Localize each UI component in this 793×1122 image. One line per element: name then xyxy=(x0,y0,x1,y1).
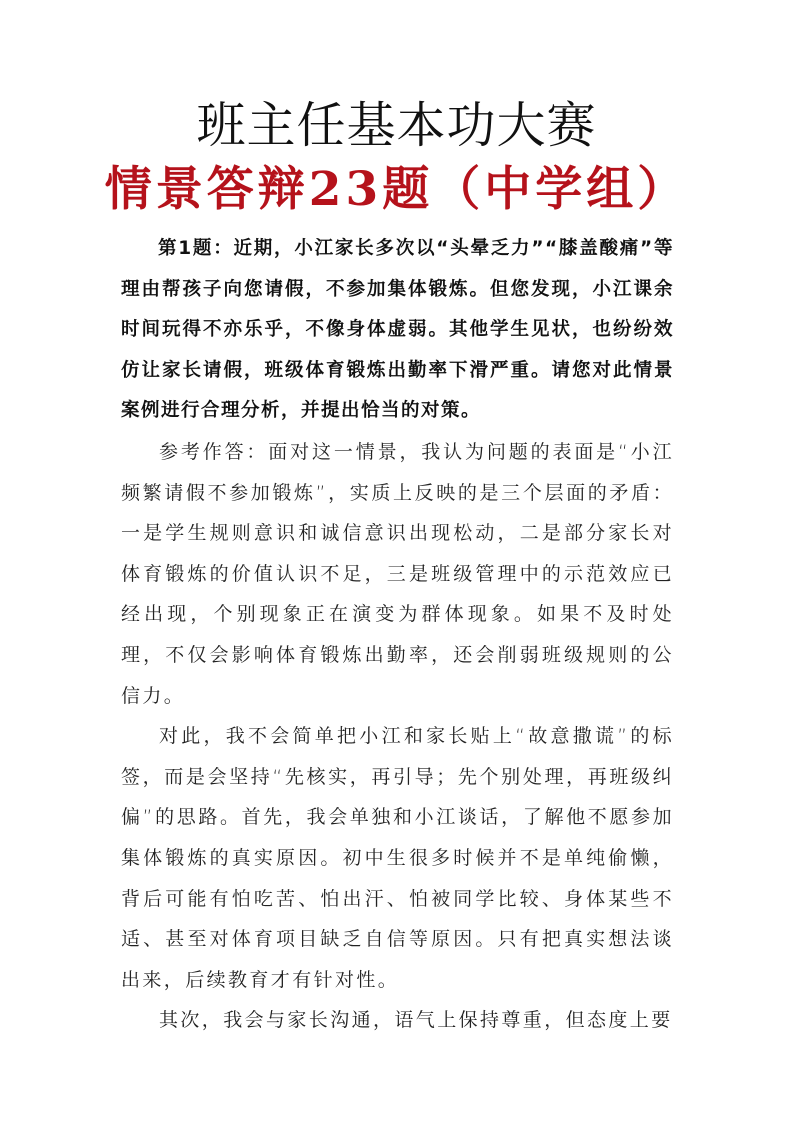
answer-paragraph-3: 其次，我会与家长沟通，语气上保持尊重，但态度上要 xyxy=(159,1009,673,1032)
document-title: 班主任基本功大赛 xyxy=(196,97,597,154)
answer-paragraph-2: 对此，我不会简单把小江和家长贴上“故意撒谎”的标签，而是会坚持“先核实，再引导；先个别处理，再班级纠偏”的思路。首先，我会单独和小江谈话，了解他不愿参加集体锻炼的真实原因。初中生很多时候并不是单纯偷懒，背后可能有怕吃苦、怕出汗、怕被同学比较、身体某些不适、甚至对体育项目缺乏自信等原因。只有把真实想法谈出来，后续教育才有针对性。 xyxy=(121,725,674,991)
question-text: 第1题：近期，小江家长多次以“头晕乏力”“膝盖酸痛”等理由帮孩子向您请假，不参加集体锻炼。但您发现，小江课余时间玩得不亦乐乎，不像身体虚弱。其他学生见状，也纷纷效仿让家长请假，班级体育锻炼出勤率下滑严重。请您对此情景案例进行合理分析，并提出恰当的对策。 xyxy=(121,238,674,422)
question-paragraph xyxy=(121,229,674,432)
document-subtitle: 情景答辩23题（中学组） xyxy=(104,162,689,217)
answer-paragraph-1: 参考作答：面对这一情景，我认为问题的表面是“小江频繁请假不参加锻炼”，实质上反映的是三个层面的矛盾：一是学生规则意识和诚信意识出现松动，二是部分家长对体育锻炼的价值认识不足，三是班级管理中的示范效应已经出现，个别现象正在演变为群体现象。如果不及时处理，不仅会影响体育锻炼出勤率，还会削弱班级规则的公信力。 xyxy=(121,441,674,707)
answer-section xyxy=(121,432,674,1041)
